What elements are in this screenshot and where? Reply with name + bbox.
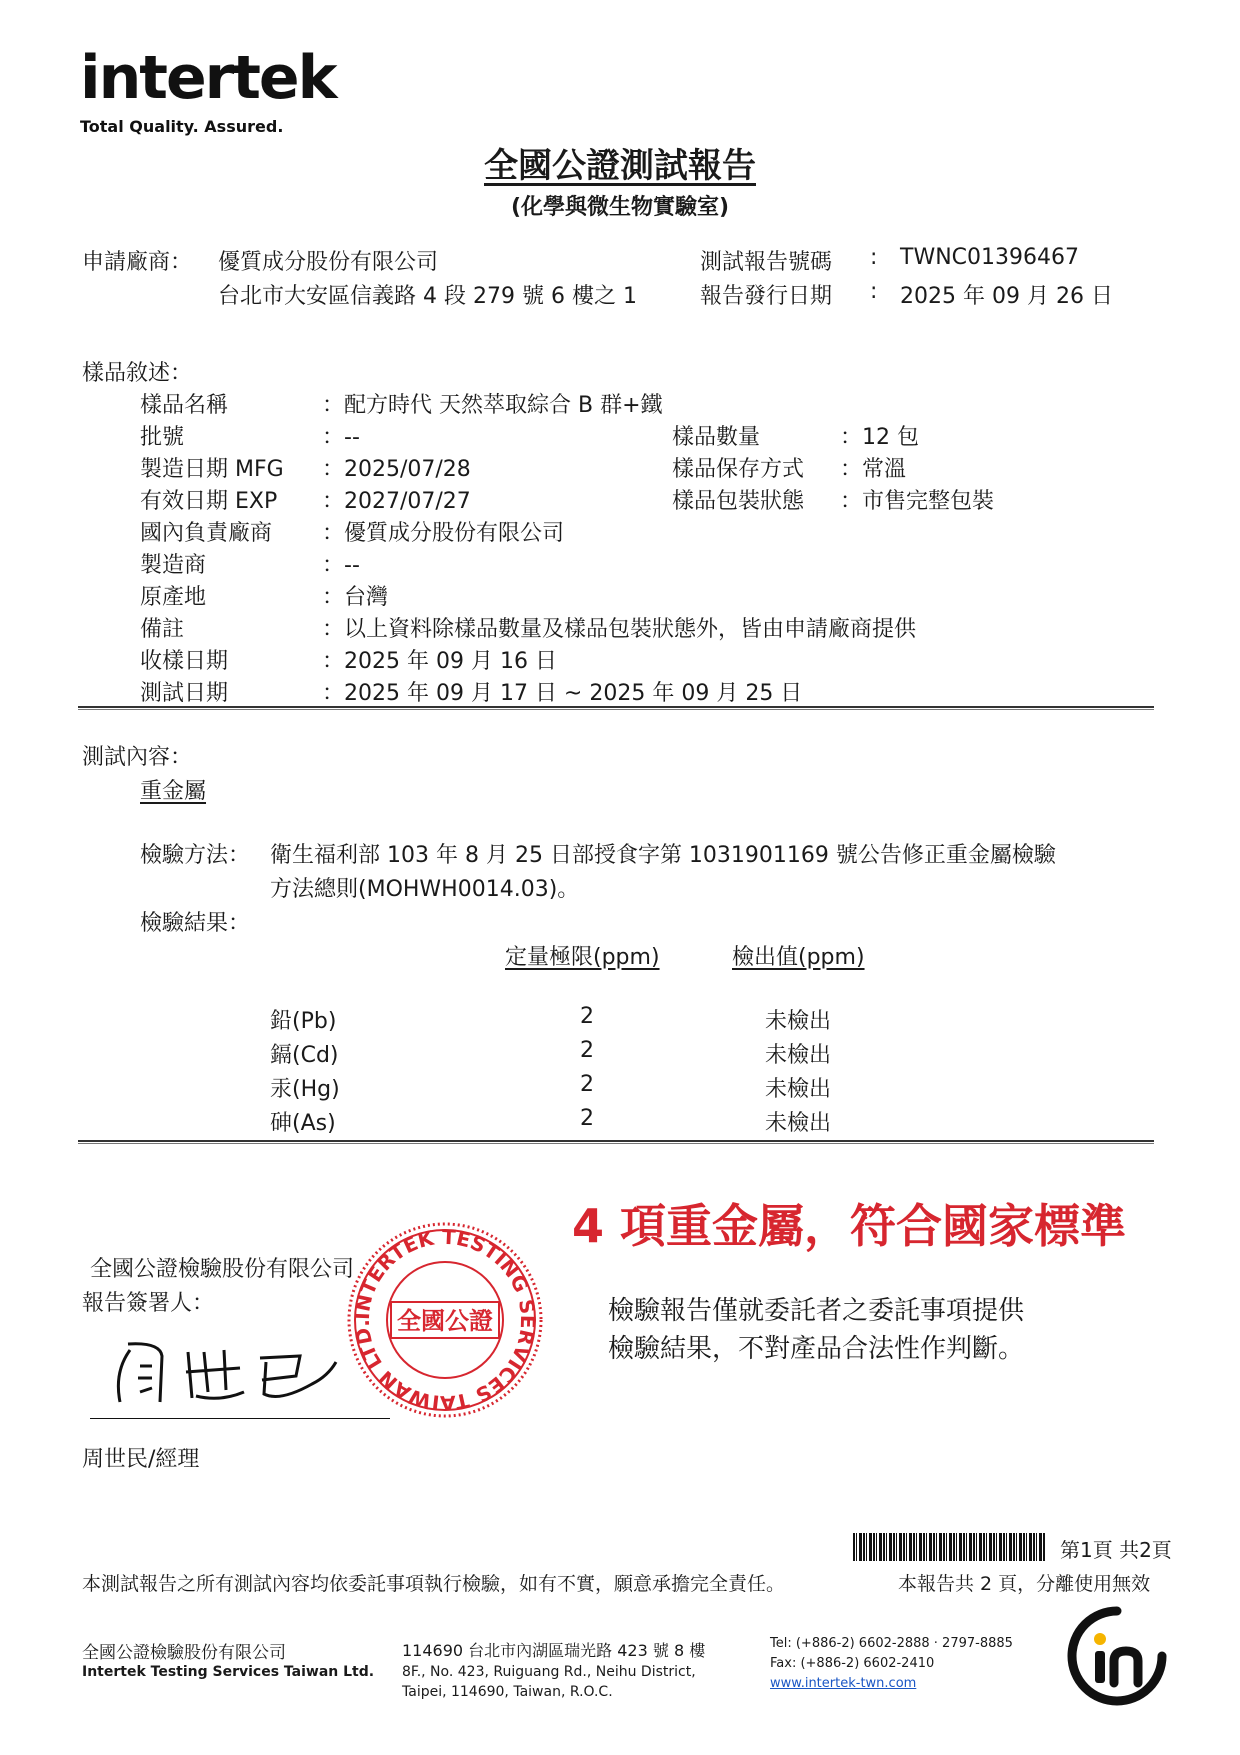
company-seal-stamp [345, 1220, 545, 1420]
sample-row-value: ：-- [322, 425, 360, 450]
sample-row-value: ：配方時代 天然萃取綜合 B 群+鐵 [322, 393, 663, 418]
report-no: TWNC01396467 [900, 245, 1079, 270]
sample-row-value: ：-- [322, 553, 360, 578]
test-item: 重金屬 [140, 779, 207, 804]
footer-tel: Tel: (+886-2) 6602-2888 · 2797-8885 [770, 1636, 1013, 1651]
sample-right-value: ：市售完整包裝 [840, 489, 995, 514]
result-loq: 2 [580, 1038, 594, 1063]
applicant-name: 優質成分股份有限公司 [218, 250, 439, 275]
sample-heading: 樣品敘述： [82, 361, 193, 386]
result-value: 未檢出 [765, 1077, 832, 1102]
applicant-label: 申請廠商： [82, 250, 193, 275]
result-element: 鉛(Pb) [270, 1009, 337, 1034]
pages-note: 本報告共 2 頁，分離使用無效 [898, 1573, 1151, 1595]
sample-row-label: 收樣日期 [140, 649, 229, 674]
colon: : [870, 279, 878, 304]
report-subtitle: (化學與微生物實驗室) [510, 195, 730, 220]
result-element: 鎘(Cd) [270, 1043, 339, 1068]
sample-right-value: ：常溫 [840, 457, 907, 482]
footer-company-en: Intertek Testing Services Taiwan Ltd. [82, 1664, 375, 1680]
issue-date: 2025 年 09 月 26 日 [900, 284, 1113, 309]
sample-row-label: 製造商 [140, 553, 207, 578]
result-loq: 2 [580, 1072, 594, 1097]
svg-text:全國公證: 全國公證 [397, 1307, 493, 1335]
sample-row-label: 測試日期 [140, 681, 229, 706]
sample-right-label: 樣品保存方式 [672, 457, 805, 482]
sample-right-value: ：12 包 [840, 425, 919, 450]
intertek-in-logo [1066, 1605, 1168, 1707]
sample-row-label: 國內負責廠商 [140, 521, 273, 546]
sample-row-value: ：以上資料除樣品數量及樣品包裝狀態外，皆由申請廠商提供 [322, 617, 917, 642]
issue-date-label: 報告發行日期 [700, 284, 833, 309]
sample-row-value: ：2025 年 09 月 17 日 ~ 2025 年 09 月 25 日 [322, 681, 803, 706]
intertek-logo: intertek [80, 43, 336, 113]
result-element: 汞(Hg) [270, 1077, 340, 1102]
page-info: 第1頁 共2頁 [1060, 1538, 1172, 1562]
method-label: 檢驗方法： [140, 843, 251, 868]
sample-row-value: ：台灣 [322, 585, 389, 610]
sample-row-value: ：2027/07/27 [322, 489, 471, 514]
result-element: 砷(As) [270, 1111, 336, 1136]
section-divider [78, 1140, 1154, 1144]
applicant-address: 台北市大安區信義路 4 段 279 號 6 樓之 1 [218, 284, 637, 309]
sample-row-label: 原產地 [140, 585, 207, 610]
method-line: 衛生福利部 103 年 8 月 25 日部授食字第 1031901169 號公告修正重金屬檢驗 [270, 843, 1056, 868]
disclaimer-line: 檢驗報告僅就委託者之委託事項提供 [608, 1296, 1025, 1326]
sample-row-value: ：優質成分股份有限公司 [322, 521, 565, 546]
sample-right-label: 樣品包裝狀態 [672, 489, 805, 514]
sample-row-value: ：2025 年 09 月 16 日 [322, 649, 557, 674]
report-title: 全國公證測試報告 [484, 146, 756, 186]
sample-row-label: 樣品名稱 [140, 393, 229, 418]
signer-name: 周世民/經理 [82, 1447, 200, 1472]
footer-fax: Fax: (+886-2) 6602-2410 [770, 1656, 935, 1671]
footer-address-zh: 114690 台北市內湖區瑞光路 423 號 8 樓 [402, 1641, 706, 1660]
column-header-loq: 定量極限(ppm) [505, 945, 660, 970]
sample-row-label: 批號 [140, 425, 185, 450]
barcode [853, 1533, 1045, 1561]
sample-row-value: ：2025/07/28 [322, 457, 471, 482]
logo-tagline: Total Quality. Assured. [80, 117, 284, 136]
sample-row-label: 製造日期 MFG [140, 457, 284, 482]
footer-contact [770, 1634, 1013, 1694]
result-label: 檢驗結果： [140, 911, 251, 936]
sample-row-label: 備註 [140, 617, 185, 642]
svg-text:INTERTEK TESTING SERVICES TAIW: INTERTEK TESTING SERVICES TAIWAN LTD. [349, 1224, 541, 1416]
result-value: 未檢出 [765, 1043, 832, 1068]
signer-label: 報告簽署人： [82, 1291, 215, 1316]
section-divider [78, 706, 1154, 710]
handwritten-signature [100, 1332, 340, 1412]
result-value: 未檢出 [765, 1111, 832, 1136]
sample-row-label: 有效日期 EXP [140, 489, 278, 514]
footer-address-en: 8F., No. 423, Ruiguang Rd., Neihu District, Taipei, 114690, Taiwan, R.O.C. [402, 1664, 696, 1700]
signature-company: 全國公證檢驗股份有限公司 [90, 1257, 355, 1282]
result-loq: 2 [580, 1004, 594, 1029]
conclusion-text: 4 項重金屬，符合國家標準 [572, 1199, 1127, 1253]
result-value: 未檢出 [765, 1009, 832, 1034]
test-heading: 測試內容： [82, 745, 193, 770]
result-loq: 2 [580, 1106, 594, 1131]
colon: : [870, 245, 878, 270]
footer-company-zh: 全國公證檢驗股份有限公司 [82, 1643, 286, 1663]
sample-right-label: 樣品數量 [672, 425, 761, 450]
report-no-label: 測試報告號碼 [700, 250, 833, 275]
disclaimer-line: 檢驗結果，不對產品合法性作判斷。 [608, 1334, 1025, 1364]
method-line: 方法總則(MOHWH0014.03)。 [270, 877, 580, 902]
responsibility-statement: 本測試報告之所有測試內容均依委託事項執行檢驗，如有不實，願意承擔完全責任。 [82, 1573, 786, 1595]
footer-website-link[interactable]: www.intertek-twn.com [770, 1676, 917, 1691]
column-header-result: 檢出值(ppm) [732, 945, 865, 970]
